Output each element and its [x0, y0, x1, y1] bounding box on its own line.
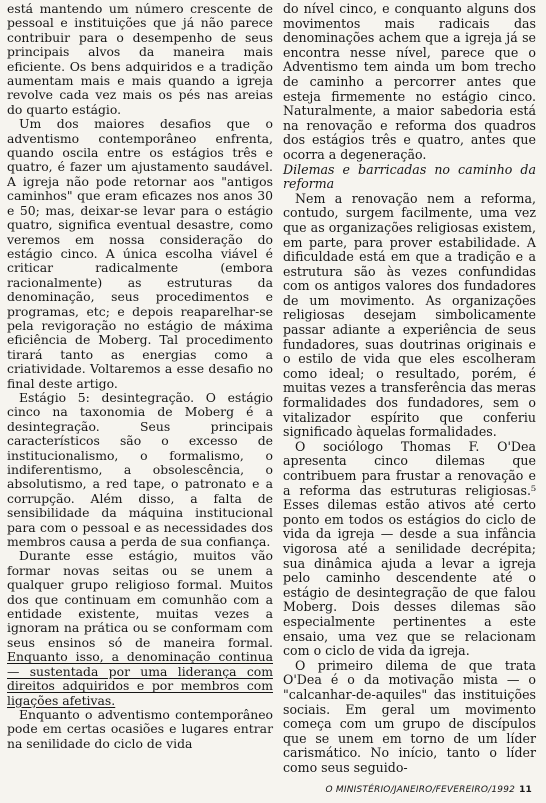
paragraph: O sociólogo Thomas F. O'Dea apresenta cinco dilemas que contribuem para frustar a renovação e a reforma das estruturas religiosas.⁵ Esses dilemas estão ativos até certo ponto em todos os estágios do ciclo de vida da igreja — desde a sua infância vigorosa até a senilidade decrépita; sua dinâmica ajuda a levar a igreja pelo caminho descendente até o estágio de desintegração de que falou Moberg. Dois desses dilemas são especialmente pertinentes a este ensaio, uma vez que se relacionam com o ciclo de vida da igreja.: [283, 438, 536, 659]
paragraph: Enquanto o adventismo contemporâneo pode em certas ocasiões e lugares entrar na senilidade do ciclo de vida: [7, 706, 273, 751]
paragraph: Estágio 5: desintegração. O estágio cinco na taxonomia de Moberg é a desintegração. Seus principais característicos são o excesso de institucionalismo, o formalismo, o indiferentismo, a obsolescência, o absolutismo, a red tape, o patronato e a corrupção. Além disso, a falta de sensibilidade da máquina institucional para com o pessoal e as necessidades dos membros causa a perda de sua confiança.: [7, 389, 273, 550]
paragraph: [7, 549, 273, 707]
section-heading: Dilemas e barricadas no caminho da reforma: [283, 161, 536, 192]
right-column: [283, 2, 536, 775]
left-column: [7, 2, 273, 751]
publication-info: O MINISTÉRIO/JANEIRO/FEVEREIRO/1992: [325, 785, 516, 795]
paragraph: está mantendo um número crescente de pessoal e instituições que já não parece contribuir para o desempenho de seus principais alvos da maneira mais eficiente. Os bens adquiridos e a tradição aumentam mais e mais quando a igreja revolve cada vez mais os pés nas areias do quarto estágio.: [7, 1, 273, 117]
paragraph: Nem a renovação nem a reforma, contudo, surgem facilmente, uma vez que as organizações religiosas existem, em parte, para prover estabilidade. A dificuldade está em que a tradição e a estrutura são às vezes confundidas com os antigos valores dos fundadores de um movimento. As organizações religiosas desejam simbolicamente passar adiante a experiência de seus fundadores, suas doutrinas originais e o estilo de vida que eles escolheram como ideal; o resultado, porém, é muitas vezes a transferência das meras formalidades dos fundadores, sem o vitalizador espírito que conferiu significado àquelas formalidades.: [283, 190, 536, 440]
paragraph: do nível cinco, e conquanto alguns dos movimentos mais radicais das denominações achem que a igreja já se encontra nesse nível, parece que o Adventismo tem ainda um bom trecho de caminho a percorrer antes que esteja firmemente no estágio cinco. Naturalmente, a maior sabedoria está na renovação e reforma dos quadros dos estágios três e quatro, antes que ocorra a degeneração.: [283, 1, 536, 162]
page-number: 11: [519, 785, 532, 795]
underlined-passage: Enquanto isso, a denominação continua — sustentada por uma liderança com direitos adquiridos e por membros com ligações afetivas.: [7, 649, 273, 708]
page-footer: [326, 785, 532, 795]
paragraph-text: Durante esse estágio, muitos vão formar novas seitas ou se unem a qualquer grupo religioso formal. Muitos dos que continuam em comunhão com a entidade existente, muitas vezes a ignoram na prática ou se conformam com seus ensinos só de maneira formal.: [7, 548, 273, 650]
paragraph: O primeiro dilema de que trata O'Dea é o da motivação mista — o "calcanhar-de-aquiles" das instituições sociais. Em geral um movimento começa com um grupo de discípulos que se unem em torno de um líder carismático. No início, tanto o líder como seus seguido-: [283, 657, 536, 775]
paragraph: Um dos maiores desafios que o adventismo contemporâneo enfrenta, quando oscila entre os estágios três e quatro, é fazer um ajustamento saudável. A igreja não pode retornar aos "antigos caminhos" que eram eficazes nos anos 30 e 50; mas, deixar-se levar para o estágio quatro, significa eventual desastre, como veremos em nossa consideração do estágio cinco. A única escolha viável é criticar radicalmente (embora racionalmente) as estruturas da denominação, seus procedimentos e programas, etc; e depois reaparelhar-se pela revigoração no estágio de máxima eficiência de Moberg. Tal procedimento tirará tanto as energias como a criatividade. Voltaremos a esse desafio no final deste artigo.: [7, 116, 273, 391]
